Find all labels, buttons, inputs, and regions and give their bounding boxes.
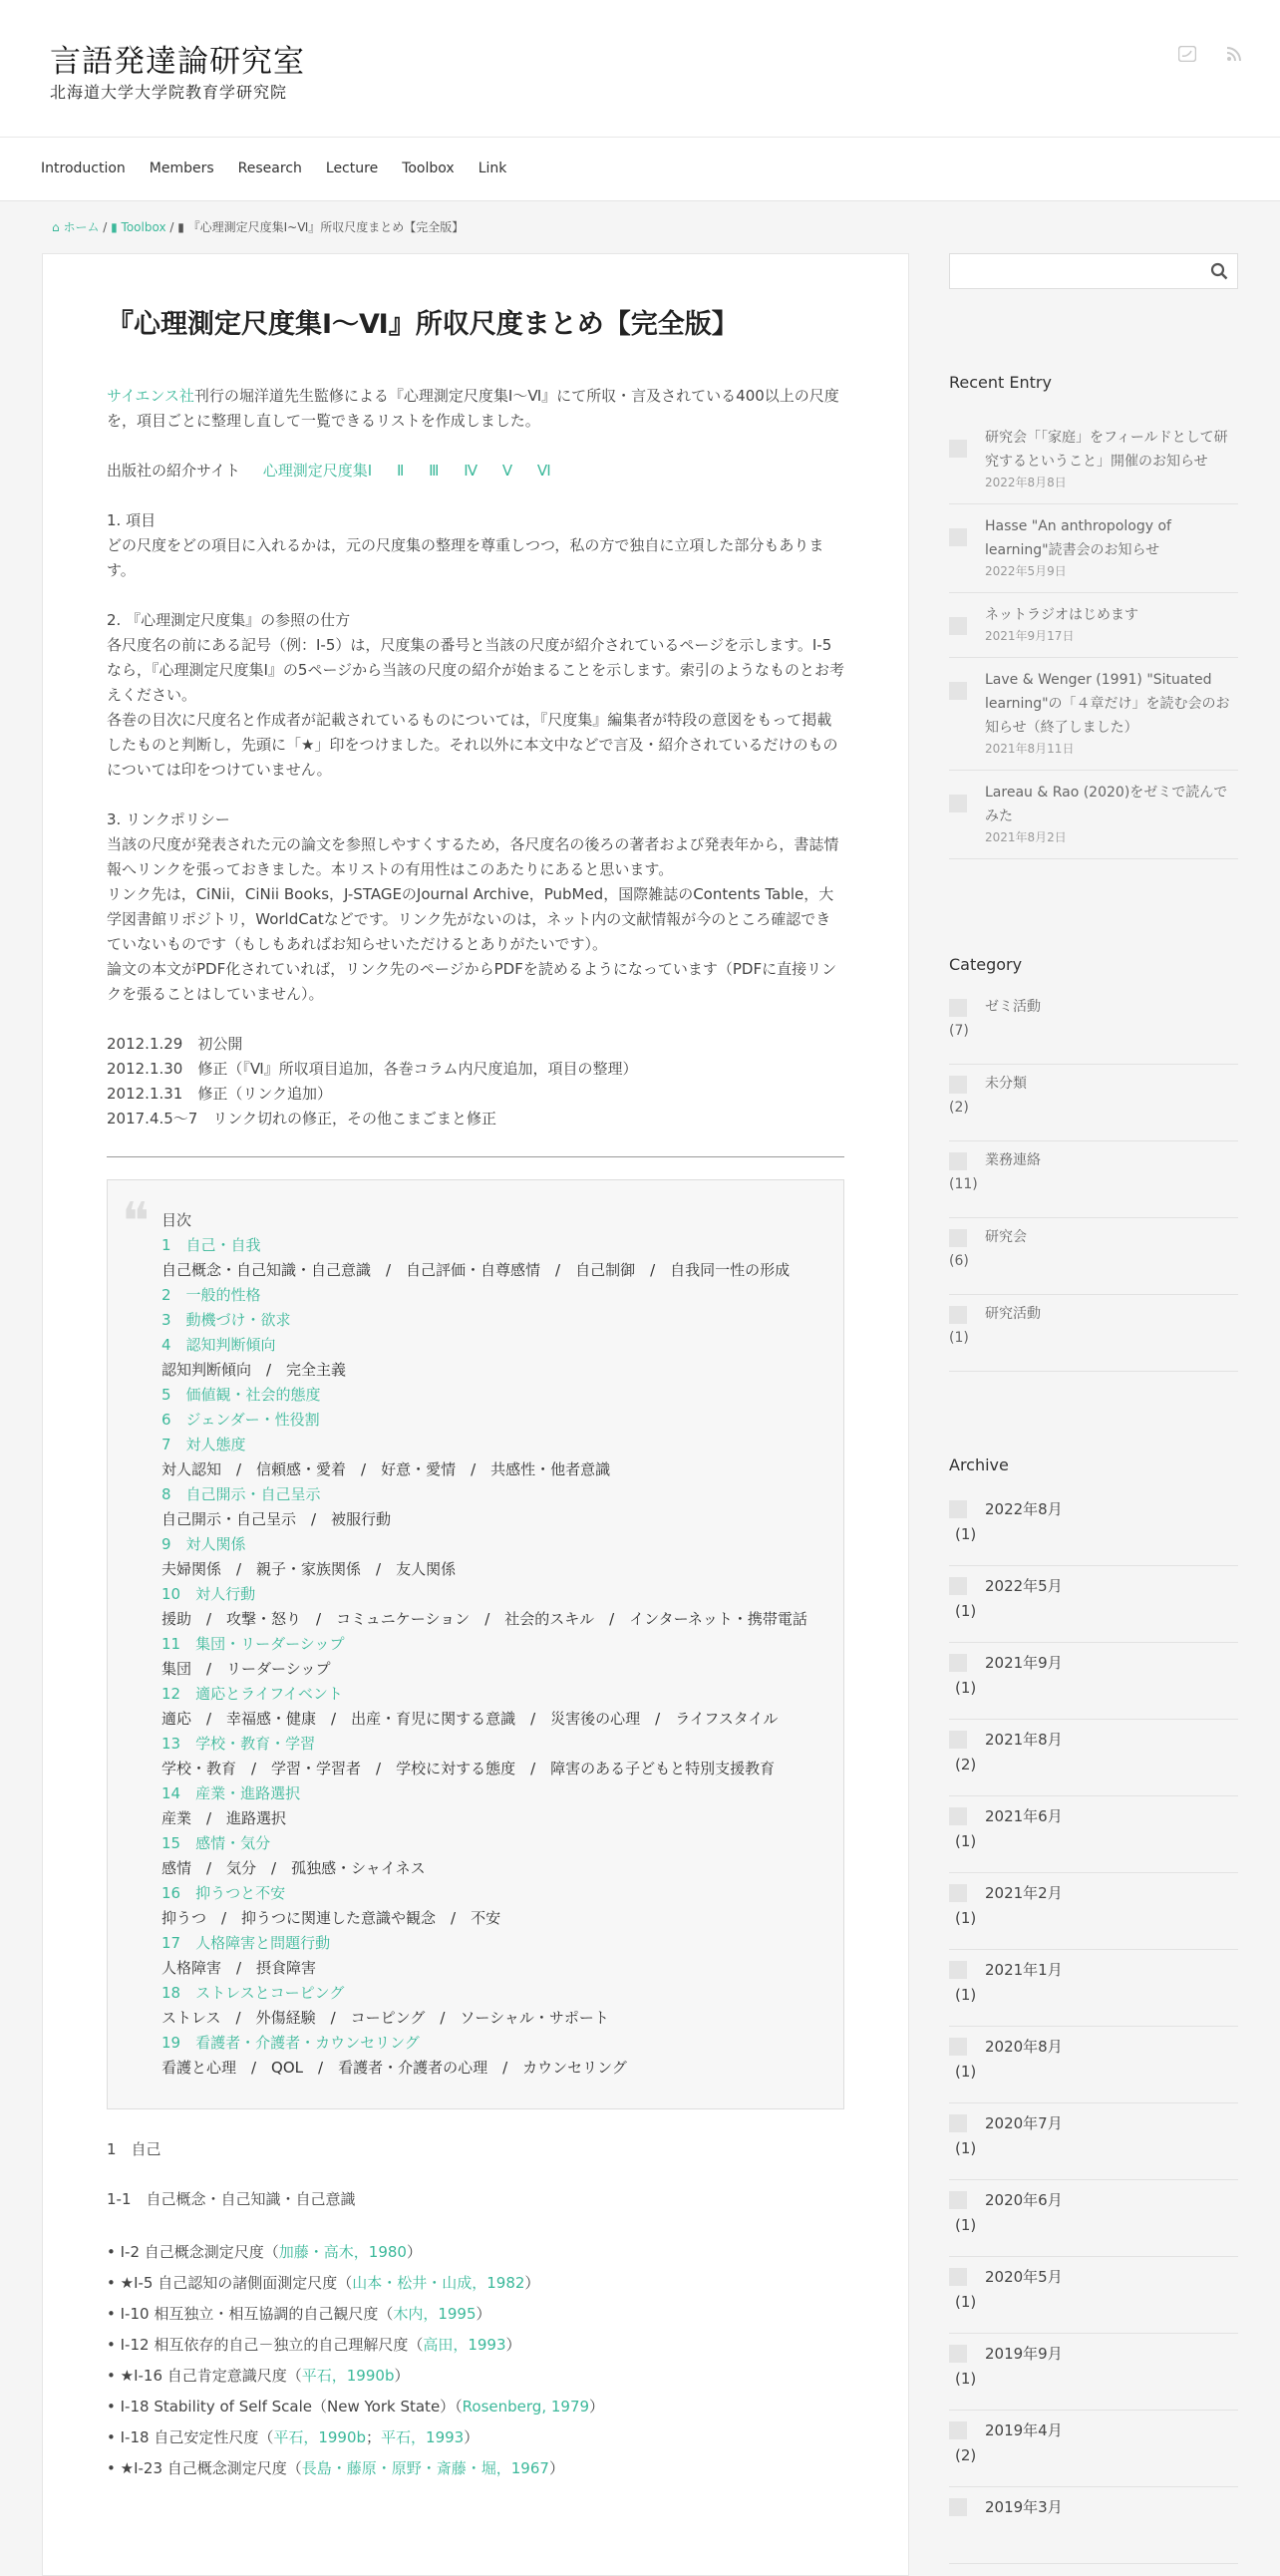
thumbnail-icon <box>949 999 967 1017</box>
citation-link[interactable]: 高田，1993 <box>423 2335 506 2354</box>
toc-subitems: 看護と心理 / QOL / 看護者・介護者の心理 / カウンセリング <box>161 2058 627 2077</box>
toc-subitems: 対人認知 / 信頼感・愛着 / 好意・愛情 / 共感性・他者意識 <box>161 1459 611 1478</box>
category-name[interactable]: ゼミ活動 <box>985 999 1041 1016</box>
archive-item[interactable] <box>949 2103 1238 2180</box>
category-item[interactable] <box>949 1218 1238 1295</box>
site-subtitle: 北海道大学大学院教育学研究院 <box>50 83 288 103</box>
citation-link[interactable]: 木内，1995 <box>393 2304 477 2323</box>
subsection-heading: 1-1 自己概念・自己知識・自己意識 <box>107 2189 356 2208</box>
archive-name[interactable]: 2020年7月 <box>985 2113 1063 2132</box>
toc-subitems: 学校・教育 / 学習・学習者 / 学校に対する態度 / 障害のある子どもと特別支援教育 <box>161 1759 776 1777</box>
publisher-link[interactable]: サイエンス社 <box>107 386 194 405</box>
citation-link[interactable]: 長島・藤原・原野・斎藤・堀，1967 <box>301 2458 549 2477</box>
category-widget <box>949 951 1238 1372</box>
scale-item: • Ⅰ-12 相互依存的自己－独立的自己理解尺度（高田，1993） <box>107 2335 521 2354</box>
archive-name[interactable]: 2019年4月 <box>985 2420 1063 2439</box>
thumbnail-icon <box>949 440 967 458</box>
archive-item[interactable] <box>949 1566 1238 1643</box>
archive-title: Archive <box>949 1455 1009 1475</box>
scale-item: • Ⅰ-2 自己概念測定尺度（加藤・高木，1980） <box>107 2242 422 2261</box>
bullet-icon: • <box>107 2458 121 2477</box>
toc-link[interactable]: 6 ジェンダー・性役割 <box>161 1410 320 1429</box>
bullet-icon: • <box>107 2397 121 2415</box>
social-icons <box>1178 42 1242 73</box>
thumbnail-icon <box>949 1152 967 1170</box>
toc-subitems: 感情 / 気分 / 孤独感・シャイネス <box>161 1858 426 1877</box>
toc-subitems: 認知判断傾向 / 完全主義 <box>161 1360 347 1379</box>
archive-item[interactable] <box>949 2411 1238 2487</box>
breadcrumb-home[interactable]: ⌂ ホーム <box>52 220 100 234</box>
quote-icon: ❝ <box>122 1191 150 1252</box>
recent-entry[interactable] <box>949 771 1238 859</box>
thumbnail-icon <box>949 795 967 812</box>
archive-name[interactable]: 2021年8月 <box>985 1730 1063 1749</box>
archive-item[interactable] <box>949 1643 1238 1720</box>
archive-name[interactable]: 2021年9月 <box>985 1653 1063 1672</box>
toc-link[interactable]: 17 人格障害と問題行動 <box>161 1933 331 1952</box>
breadcrumb-toolbox[interactable]: ▮ Toolbox <box>111 220 166 234</box>
scale-item: • Ⅰ-18 自己安定性尺度（平石，1990b；平石，1993） <box>107 2427 480 2446</box>
article-title: 『心理測定尺度集Ⅰ～Ⅵ』所収尺度まとめ【完全版】 <box>107 309 739 340</box>
toc-subitems: 適応 / 幸福感・健康 / 出産・育児に関する意識 / 災害後の心理 / ライフスタイル <box>161 1709 779 1728</box>
archive-name[interactable]: 2020年8月 <box>985 2037 1063 2056</box>
thumbnail-icon <box>949 2038 967 2056</box>
bullet-icon: • <box>107 2366 121 2385</box>
thumbnail-icon <box>949 1577 967 1595</box>
main-nav <box>0 138 1280 201</box>
archive-name[interactable]: 2021年2月 <box>985 1883 1063 1902</box>
thumbnail-icon <box>949 2114 967 2132</box>
thumbnail-icon <box>949 1731 967 1749</box>
category-list <box>949 988 1238 1372</box>
bullet-icon: • <box>107 2242 121 2261</box>
archive-item[interactable] <box>949 2180 1238 2257</box>
archive-item[interactable] <box>949 2257 1238 2334</box>
thumbnail-icon <box>949 2421 967 2439</box>
archive-count: (2) <box>955 1756 977 1774</box>
home-icon: ⌂ <box>52 220 64 234</box>
recent-entry-title: Recent Entry <box>949 373 1052 392</box>
scale-item: • ★Ⅰ-5 自己認知の諸側面測定尺度（山本・松井・山成，1982） <box>107 2273 540 2292</box>
thumbnail-icon <box>949 1961 967 1979</box>
recent-entry-date: 2021年8月11日 <box>985 742 1075 757</box>
archive-count: (1) <box>955 1525 977 1544</box>
citation-link[interactable]: 山本・松井・山成，1982 <box>352 2273 525 2292</box>
bullet-icon: • <box>107 2335 121 2354</box>
thumbnail-icon <box>949 1229 967 1247</box>
recent-entry[interactable] <box>949 416 1238 504</box>
scale-item: • Ⅰ-18 Stability of Self Scale（New York State）（Rosenberg, 1979） <box>107 2397 605 2415</box>
recent-entry[interactable] <box>949 658 1238 771</box>
toc-link[interactable]: 1 自己・自我 <box>161 1235 261 1254</box>
citation-link[interactable]: 平石，1990b <box>301 2366 395 2385</box>
scale-item: • Ⅰ-10 相互独立・相互協調的自己観尺度（木内，1995） <box>107 2304 491 2323</box>
section-items: 1. 項目 どの尺度をどの項目に入れるかは，元の尺度集の整理を尊重しつつ，私の方で独自に立項した部分もあります。 <box>107 510 824 579</box>
scale-item: • ★Ⅰ-16 自己肯定意識尺度（平石，1990b） <box>107 2366 410 2385</box>
category-count: (11) <box>949 1176 978 1193</box>
toc-link[interactable]: 3 動機づけ・欲求 <box>161 1310 291 1329</box>
archive-name[interactable]: 2019年3月 <box>985 2497 1063 2516</box>
archive-name[interactable]: 2021年6月 <box>985 1806 1063 1825</box>
toc-subitems: 自己概念・自己知識・自己意識 / 自己評価・自尊感情 / 自己制御 / 自我同一性の形成 <box>161 1260 791 1279</box>
category-item[interactable] <box>949 1295 1238 1372</box>
toc-subitems: 人格障害 / 摂食障害 <box>161 1958 317 1977</box>
citation-link[interactable]: 加藤・高木，1980 <box>278 2242 407 2261</box>
archive-count: (1) <box>955 2063 977 2082</box>
site-logo[interactable] <box>50 44 305 102</box>
archive-item[interactable] <box>949 1873 1238 1950</box>
publisher-link-1[interactable]: 心理測定尺度集Ⅰ <box>262 461 373 480</box>
recent-entry-title[interactable]: 研究会「「家庭」をフィールドとして研究するということ」開催のお知らせ <box>985 430 1228 471</box>
intro-paragraph: サイエンス社刊行の堀洋道先生監修による『心理測定尺度集Ⅰ～Ⅵ』にて所収・言及されている400以上の尺度を，項目ごとに整理し直して一覧できるリストを作成しました。 <box>107 386 839 430</box>
main-content <box>42 253 909 2576</box>
archive-count: (1) <box>955 2370 977 2389</box>
scale-item: • ★Ⅰ-23 自己概念測定尺度（長島・藤原・原野・斎藤・堀，1967） <box>107 2458 564 2477</box>
toc-link[interactable]: 12 適応とライフイベント <box>161 1684 343 1703</box>
section-heading: 1 自己 <box>107 2139 161 2158</box>
archive-name[interactable]: 2021年1月 <box>985 1960 1063 1979</box>
archive-count: (1) <box>955 1679 977 1698</box>
nav-toolbox[interactable]: Toolbox <box>402 160 455 176</box>
recent-list <box>949 416 1238 859</box>
toc-link[interactable]: 19 看護者・介護者・カウンセリング <box>161 2033 420 2052</box>
bullet-icon: • <box>107 2273 121 2292</box>
category-name[interactable]: 研究活動 <box>985 1306 1041 1323</box>
category-name[interactable]: 未分類 <box>985 1076 1027 1093</box>
recent-entry[interactable] <box>949 593 1238 658</box>
archive-name[interactable]: 2022年8月 <box>985 1499 1063 1518</box>
toc-list <box>161 1233 823 2081</box>
toc-link[interactable]: 10 対人行動 <box>161 1584 256 1603</box>
thumbnail-icon <box>949 1306 967 1324</box>
recent-entry-title[interactable]: Hasse "An anthropology of learning"読書会のお知らせ <box>985 518 1171 559</box>
archive-name[interactable]: 2022年5月 <box>985 1576 1063 1595</box>
archive-count: (1) <box>955 2139 977 2158</box>
thumbnail-icon <box>949 682 967 700</box>
thumbnail-icon <box>949 528 967 546</box>
update-history: 2012.1.29 初公開 2012.1.30 修正（『Ⅵ』所収項目追加，各巻コラム内尺度追加，項目の整理） 2012.1.31 修正（リンク追加） 2017.4.5～7 リンク切れの修正，その他こまごまと修正 <box>107 1034 638 1127</box>
recent-entry-date: 2022年5月9日 <box>985 564 1067 579</box>
toc-link[interactable]: 8 自己開示・自己呈示 <box>161 1484 321 1503</box>
scale-list <box>107 2237 844 2484</box>
nav-research[interactable]: Research <box>237 160 302 176</box>
category-count: (6) <box>949 1253 969 1270</box>
toc-title: 目次 <box>161 1210 192 1229</box>
section-link-policy: 3. リンクポリシー 当該の尺度が発表された元の論文を参照しやすくするため，各尺度名の後ろの著者および発表年から，書誌情報へリンクを張っておきました。本リストの有用性はこのあたりにあると思います。 リンク先は，CiNii，CiNii Books，J-STAGEのJournal Archive，PubMed，国際雑誌のContents Table，大学図書館リポジトリ，WorldCatなどです。リンク先がないのは，ネット内の文献情報が今のところ確認できていないものです（もしもあればお知らせいただけるとありがたいです）。 論文の本文がPDF化されていれば，リンク先のページからPDFを読めるようになっています（PDFに直接リンクを張ることはしていません）。 <box>107 809 839 1003</box>
archive-item[interactable] <box>949 1950 1238 2027</box>
sidebar <box>949 253 1238 2564</box>
recent-entry-title[interactable]: Lave & Wenger (1991) "Situated learning"の「４章だけ」を読む会のお知らせ（終了しました） <box>985 672 1230 737</box>
table-of-contents <box>107 1179 844 2109</box>
archive-count: (1) <box>955 2216 977 2235</box>
recent-entry-date: 2021年8月2日 <box>985 830 1067 845</box>
recent-entry[interactable] <box>949 504 1238 593</box>
archive-item[interactable] <box>949 2487 1238 2564</box>
archive-name[interactable]: 2019年9月 <box>985 2344 1063 2363</box>
toc-subitems: 援助 / 攻撃・怒り / コミュニケーション / 社会的スキル / インターネット・携帯電話 <box>161 1609 807 1628</box>
thumbnail-icon <box>949 1076 967 1094</box>
toc-link[interactable]: 2 一般的性格 <box>161 1285 261 1304</box>
folder-icon: ▮ <box>111 220 122 234</box>
site-title[interactable]: 言語発達論研究室 <box>50 44 305 80</box>
category-name[interactable]: 業務連絡 <box>985 1152 1041 1169</box>
nav-link[interactable]: Link <box>478 160 507 176</box>
citation-link[interactable]: 平石，1993 <box>381 2427 465 2446</box>
citation-link[interactable]: 平石，1990b <box>273 2427 367 2446</box>
toc-link[interactable]: 9 対人関係 <box>161 1534 246 1553</box>
recent-entry-date: 2022年8月8日 <box>985 476 1067 490</box>
breadcrumb-current: 『心理測定尺度集Ⅰ~Ⅵ』所収尺度まとめ【完全版】 <box>187 220 465 234</box>
category-item[interactable] <box>949 988 1238 1065</box>
category-count: (1) <box>949 1330 969 1347</box>
archive-count: (1) <box>955 1986 977 2005</box>
publisher-link-6[interactable]: Ⅵ <box>536 461 551 480</box>
thumbnail-icon <box>949 2191 967 2209</box>
archive-name[interactable]: 2020年5月 <box>985 2267 1063 2286</box>
thumbnail-icon <box>949 617 967 635</box>
file-icon: ▮ <box>177 220 188 234</box>
archive-list <box>949 1489 1238 2564</box>
category-item[interactable] <box>949 1065 1238 1141</box>
publisher-link-3[interactable]: Ⅲ <box>429 461 440 480</box>
category-name[interactable]: 研究会 <box>985 1229 1027 1246</box>
section-reference: 2. 『心理測定尺度集』の参照の仕方 各尺度名の前にある記号（例：Ⅰ-5）は，尺度集の番号と当該の尺度が紹介されているページを示します。Ⅰ-5なら，『心理測定尺度集Ⅰ』の5ページから当該の尺度の紹介が始まることを示します。索引のようなものとお考えください。 各巻の目次に尺度名と作成者が記載されているものについては，『尺度集』編集者が特段の意図をもって掲載したものと判断し，先頭に「★」印をつけました。それ以外に本文中などで言及・紹介されているだけのものについては印をつけていません。 <box>107 610 844 779</box>
publisher-links: 出版社の紹介サイト 心理測定尺度集Ⅰ Ⅱ Ⅲ Ⅳ Ⅴ Ⅵ <box>107 461 551 480</box>
thumbnail-icon <box>949 2268 967 2286</box>
toc-subitems: 産業 / 進路選択 <box>161 1808 287 1827</box>
recent-entry-date: 2021年9月17日 <box>985 629 1075 644</box>
toc-link[interactable]: 15 感情・気分 <box>161 1833 271 1852</box>
publisher-link-5[interactable]: Ⅴ <box>501 461 513 480</box>
thumbnail-icon <box>949 2498 967 2516</box>
archive-widget <box>949 1451 1238 2563</box>
nav-members[interactable]: Members <box>149 160 214 176</box>
category-item[interactable] <box>949 1141 1238 1218</box>
thumbnail-icon <box>949 2345 967 2363</box>
divider <box>107 1156 844 1157</box>
category-count: (2) <box>949 1100 969 1117</box>
search-box[interactable] <box>949 253 1238 289</box>
recent-entry-title[interactable]: Lareau & Rao (2020)をゼミで読んでみた <box>985 785 1228 825</box>
toc-link[interactable]: 7 対人態度 <box>161 1435 246 1453</box>
archive-item[interactable] <box>949 1720 1238 1796</box>
toc-link[interactable]: 14 産業・進路選択 <box>161 1783 301 1802</box>
toc-link[interactable]: 5 価値観・社会的態度 <box>161 1385 321 1404</box>
toc-subitems: 夫婦関係 / 親子・家族関係 / 友人関係 <box>161 1559 457 1578</box>
nav-lecture[interactable]: Lecture <box>325 160 379 176</box>
bullet-icon: • <box>107 2304 121 2323</box>
site-header <box>0 0 1280 138</box>
bullet-icon: • <box>107 2427 121 2446</box>
thumbnail-icon <box>949 1654 967 1672</box>
toc-link[interactable]: 11 集団・リーダーシップ <box>161 1634 345 1653</box>
toc-link[interactable]: 4 認知判断傾向 <box>161 1335 276 1354</box>
archive-item[interactable] <box>949 1489 1238 1566</box>
toc-subitems: 抑うつ / 抑うつに関連した意識や観念 / 不安 <box>161 1908 501 1927</box>
publisher-link-4[interactable]: Ⅳ <box>464 461 479 480</box>
thumbnail-icon <box>949 1807 967 1825</box>
recent-entry-title[interactable]: ネットラジオはじめます <box>985 607 1138 624</box>
category-count: (7) <box>949 1023 969 1040</box>
archive-count: (1) <box>955 1832 977 1851</box>
article <box>43 254 908 2484</box>
thumbnail-icon <box>949 1884 967 1902</box>
thumbnail-icon <box>949 1500 967 1518</box>
archive-name[interactable]: 2020年6月 <box>985 2190 1063 2209</box>
toc-link[interactable]: 16 抑うつと不安 <box>161 1883 286 1902</box>
archive-count: (1) <box>955 1602 977 1621</box>
archive-item[interactable] <box>949 1796 1238 1873</box>
toc-link[interactable]: 18 ストレスとコーピング <box>161 1983 345 2002</box>
publisher-link-2[interactable]: Ⅱ <box>396 461 405 480</box>
citation-link[interactable]: Rosenberg, 1979 <box>462 2397 590 2415</box>
toc-subitems: ストレス / 外傷経験 / コーピング / ソーシャル・サポート <box>161 2008 609 2027</box>
nav-introduction[interactable]: Introduction <box>41 160 126 176</box>
category-title: Category <box>949 955 1023 975</box>
archive-count: (2) <box>955 2446 977 2465</box>
toc-link[interactable]: 13 学校・教育・学習 <box>161 1734 316 1753</box>
search-icon[interactable] <box>1210 260 1228 291</box>
archive-item[interactable] <box>949 2027 1238 2103</box>
twitter-icon[interactable] <box>1178 42 1196 73</box>
archive-count: (1) <box>955 1909 977 1928</box>
rss-icon[interactable] <box>1226 42 1242 73</box>
recent-entry-widget <box>949 369 1238 859</box>
breadcrumb: ⌂ ホーム / ▮ Toolbox / ▮ 『心理測定尺度集Ⅰ~Ⅵ』所収尺度まとめ【完全版】 <box>52 220 465 234</box>
archive-item[interactable] <box>949 2334 1238 2411</box>
toc-subitems: 自己開示・自己呈示 / 被服行動 <box>161 1509 392 1528</box>
archive-count: (1) <box>955 2293 977 2312</box>
toc-subitems: 集団 / リーダーシップ <box>161 1659 331 1678</box>
